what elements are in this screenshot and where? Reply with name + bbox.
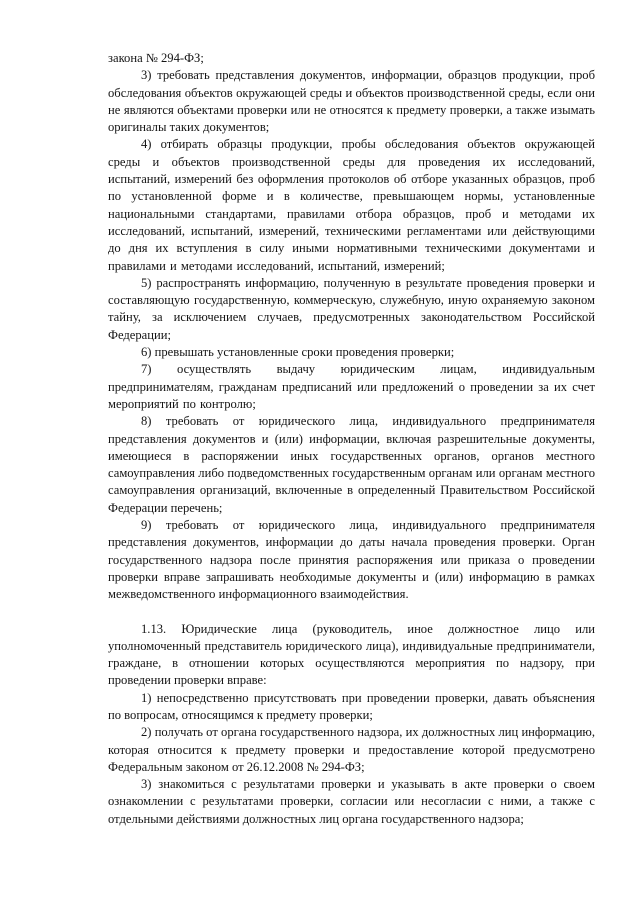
paragraph-item-8: 8) требовать от юридического лица, индивидуального предпринимателя представления документов и (или) информации, включая разрешительные документы, имеющиеся в распоряжении иных государственных органов, органов местного самоуправления либо подведомственных государственным органам или органам местного самоуправления организаций, включенные в определенный Правительством Российской Федерации перечень;	[108, 414, 595, 515]
paragraph-item-9: 9) требовать от юридического лица, индивидуального предпринимателя представления документов, информации до даты начала проведения проверки. Орган государственного надзора после принятия распоряжения или приказа о проведении проверки вправе запрашивать необходимые документы и (или) информацию в рамках межведомственного информационного взаимодействия.	[108, 518, 595, 602]
paragraph-right-3: 3) знакомиться с результатами проверки и указывать в акте проверки о своем ознакомлении с результатами проверки, согласии или несогласии с ними, а также с отдельными действиями должностных лиц органа государственного надзора;	[108, 777, 595, 826]
paragraph-right-2: 2) получать от органа государственного надзора, их должностных лиц информацию, которая относится к предмету проверки и предоставление которой предусмотрено Федеральным законом от 26.12.2008 № 294-ФЗ;	[108, 725, 595, 774]
paragraph-right-1: 1) непосредственно присутствовать при проведении проверки, давать объяснения по вопросам, относящимся к предмету проверки;	[108, 690, 595, 722]
paragraph-item-7: 7) осуществлять выдачу юридическим лицам, индивидуальным предпринимателям, гражданам предписаний или предложений о проведении за их счет мероприятий по контролю;	[108, 362, 595, 411]
paragraph-item-6: 6) превышать установленные сроки проведения проверки;	[141, 345, 455, 360]
paragraph-continuation: закона № 294-ФЗ;	[108, 51, 204, 65]
paragraph-item-4: 4) отбирать образцы продукции, пробы обследования объектов окружающей среды и объектов производственной среды для проведения их исследований, испытаний, измерений без оформления протоколов об отборе указанных образцов, проб по установленной форме и в количестве, превышающем нормы, установленные национальными стандартами, правилами отбора образцов, проб и методами их исследований, испытаний, измерений, техническими регламентами или действующими до дня их вступления в силу иными нормативными техническими документами и правилами и методами исследований, испытаний, измерений;	[108, 137, 595, 273]
paragraph-item-5: 5) распространять информацию, полученную в результате проведения проверки и составляющую государственную, коммерческую, служебную, иную охраняемую законом тайну, за исключением случаев, предусмотренных законодательством Российской Федерации;	[108, 275, 595, 342]
paragraph-section-1-13: 1.13. Юридические лица (руководитель, иное должностное лицо или уполномоченный представитель юридического лица), индивидуальные предприниматели, граждане, в отношении которых осуществляются мероприятия по надзору, при проведении проверки вправе:	[108, 621, 595, 688]
document-body	[108, 50, 595, 828]
paragraph-item-3: 3) требовать представления документов, информации, образцов продукции, проб обследования объектов окружающей среды и объектов производственной среды, если они не являются объектами проверки или не относятся к предмету проверки, а также изымать оригиналы таких документов;	[108, 68, 595, 135]
section-gap	[108, 604, 595, 621]
